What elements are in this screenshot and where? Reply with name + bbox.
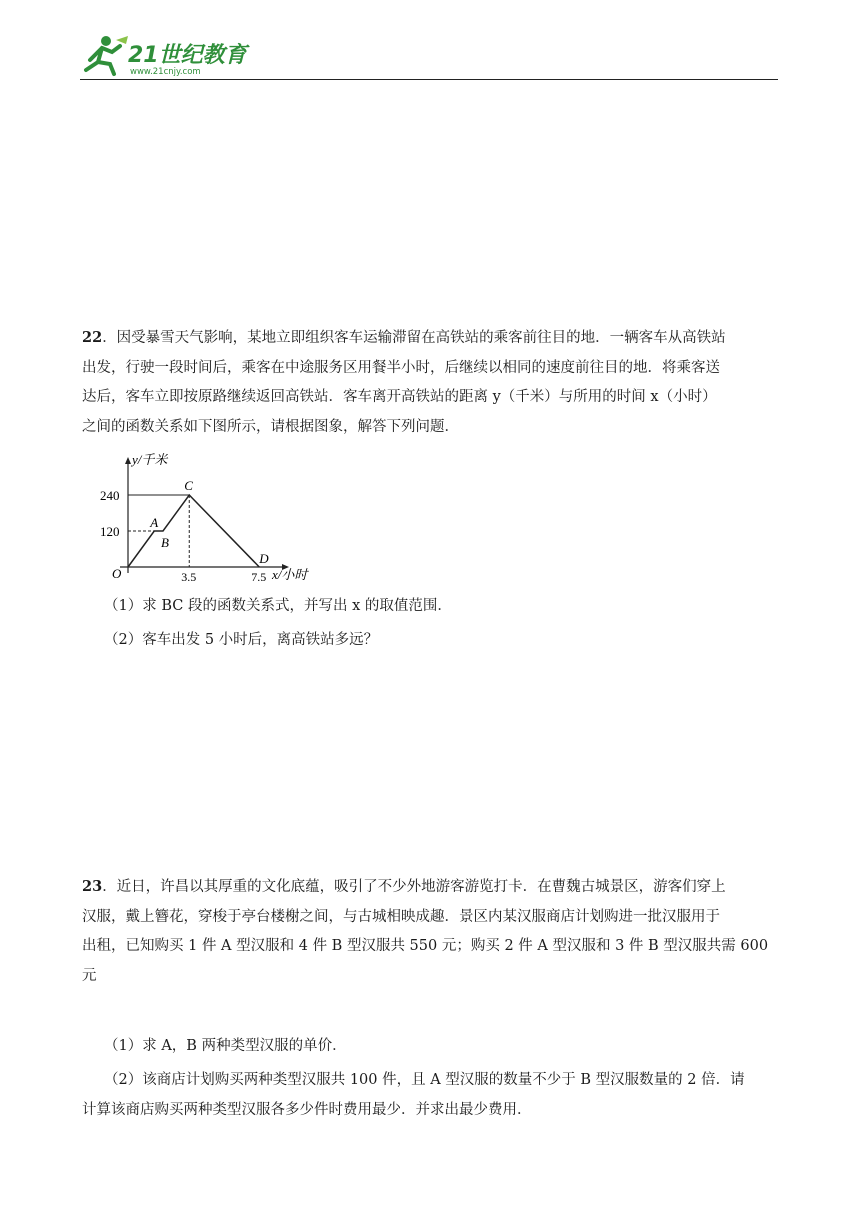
distance-time-graph — [96, 452, 326, 587]
q22-line-2: 出发，行驶一段时间后，乘客在中途服务区用餐半小时，后继续以相同的速度前往目的地．将乘客送 — [82, 359, 720, 376]
y-tick-label: 240 — [100, 488, 120, 503]
y-axis-label: y/千米 — [132, 452, 168, 467]
q23-line-2: 汉服，戴上簪花，穿梭于亭台楼榭之间，与古城相映成趣．景区内某汉服商店计划购进一批汉服用于 — [82, 908, 720, 925]
q22-line-1: 22．因受暴雪天气影响，某地立即组织客车运输滞留在高铁站的乘客前往目的地．一辆客车从高铁站 — [82, 329, 726, 346]
q23-sub2 — [104, 1066, 780, 1096]
y-axis-arrow — [125, 457, 131, 464]
logo — [80, 32, 250, 78]
q23-line-1: 23．近日，许昌以其厚重的文化底蕴，吸引了不少外地游客游览打卡．在曹魏古城景区，游客们穿上 — [82, 878, 726, 895]
x-tick-label: 7.5 — [251, 570, 267, 584]
function-line — [128, 495, 259, 567]
q22-sub1: （1）求 BC 段的函数关系式，并写出 x 的取值范围． — [104, 598, 452, 614]
q23-sub1: （1）求 A，B 两种类型汉服的单价． — [104, 1038, 347, 1054]
point-label-a: A — [150, 515, 159, 530]
q23-sub2-line-2: 计算该商店购买两种类型汉服各多少件时费用最少．并求出最少费用． — [82, 1102, 532, 1118]
q23-number: 23 — [82, 878, 103, 895]
point-label-d: D — [259, 551, 269, 566]
q23-sub2-line-1: （2）该商店计划购买两种类型汉服共 100 件，且 A 型汉服的数量不少于 B 型汉服数量的 2 倍．请 — [104, 1072, 745, 1088]
question-22 — [82, 323, 780, 442]
logo-main-text: 21世纪教育 — [128, 43, 247, 68]
point-label-c: C — [184, 478, 193, 493]
origin-label: O — [112, 566, 122, 581]
runner-icon — [86, 36, 128, 74]
header-rule — [80, 79, 778, 80]
x-tick-label: 3.5 — [181, 570, 197, 584]
question-23 — [82, 872, 780, 991]
q22-line-3: 达后，客车立即按原路继续返回高铁站．客车离开高铁站的距离 y（千米）与所用的时间 x（小时） — [82, 389, 717, 405]
point-label-b: B — [161, 535, 169, 550]
q22-line-4: 之间的函数关系如下图所示，请根据图象，解答下列问题． — [82, 418, 459, 435]
y-tick-label: 120 — [100, 524, 120, 539]
x-axis-label: x/小时 — [272, 567, 308, 582]
q22-number: 22 — [82, 329, 103, 346]
page-header — [80, 28, 778, 80]
q23-line-4: 元 — [82, 967, 97, 984]
q22-sub2: （2）客车出发 5 小时后，离高铁站多远？ — [104, 632, 379, 648]
q23-line-3: 出租，已知购买 1 件 A 型汉服和 4 件 B 型汉服共 550 元；购买 2 件 A 型汉服和 3 件 B 型汉服共需 600 — [82, 938, 769, 954]
logo-url-text: www.21cnjy.com — [130, 67, 201, 77]
